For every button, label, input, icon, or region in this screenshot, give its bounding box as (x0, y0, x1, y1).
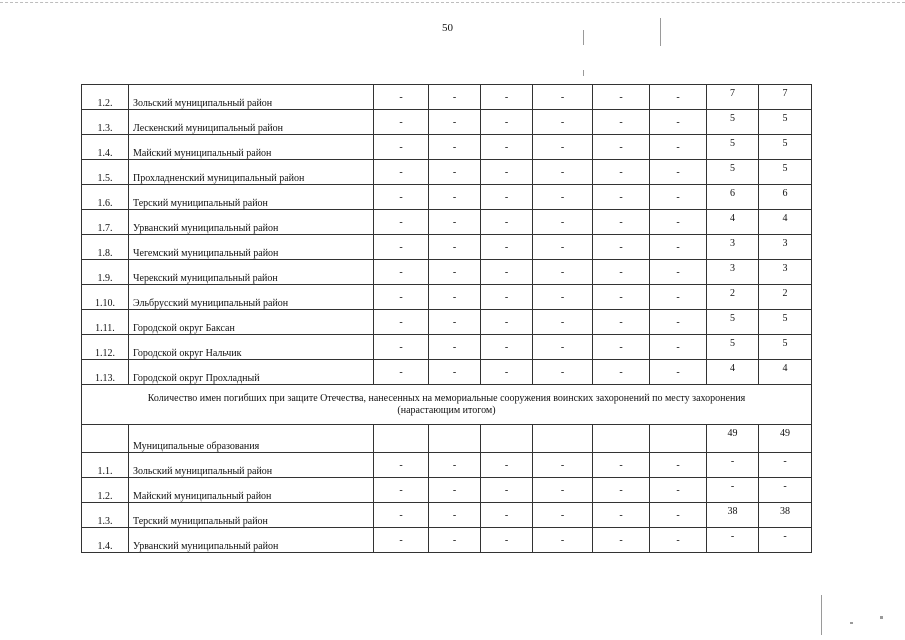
dash-cell: - (481, 453, 533, 478)
table-row (82, 260, 812, 285)
section-title-line2: (нарастающим итогом) (397, 404, 496, 416)
summary-empty-cell (533, 425, 593, 453)
row-name: Городской округ Прохладный (129, 360, 374, 385)
dash-cell: - (481, 160, 533, 185)
summary-value: 49 (759, 425, 812, 453)
dash-cell: - (593, 185, 650, 210)
dash-cell: - (650, 503, 707, 528)
dash-cell: - (593, 260, 650, 285)
dash-cell: - (533, 360, 593, 385)
row-value: 2 (759, 285, 812, 310)
row-number: 1.11. (82, 310, 129, 335)
row-number: 1.7. (82, 210, 129, 235)
row-value: - (707, 528, 759, 553)
table-row (82, 285, 812, 310)
row-number: 1.8. (82, 235, 129, 260)
row-name: Городской округ Баксан (129, 310, 374, 335)
dash-cell: - (374, 478, 429, 503)
report-table (81, 84, 812, 553)
row-name: Черекский муниципальный район (129, 260, 374, 285)
row-value: 38 (707, 503, 759, 528)
dash-cell: - (533, 310, 593, 335)
row-value: 4 (707, 210, 759, 235)
row-name: Урванский муниципальный район (129, 210, 374, 235)
dash-cell: - (429, 478, 481, 503)
row-value: 5 (759, 135, 812, 160)
dash-cell: - (533, 235, 593, 260)
dash-cell: - (650, 85, 707, 110)
row-name: Терский муниципальный район (129, 503, 374, 528)
scan-edge-top (0, 2, 905, 4)
table-row (82, 503, 812, 528)
row-value: 5 (759, 310, 812, 335)
dash-cell: - (533, 335, 593, 360)
table-row (82, 110, 812, 135)
row-value: 5 (707, 135, 759, 160)
dash-cell: - (481, 360, 533, 385)
table-section (82, 385, 812, 453)
dash-cell: - (593, 335, 650, 360)
row-number: 1.3. (82, 503, 129, 528)
dash-cell: - (429, 528, 481, 553)
dash-cell: - (374, 260, 429, 285)
dash-cell: - (429, 360, 481, 385)
row-value: - (759, 528, 812, 553)
scan-mark (583, 30, 584, 45)
row-name: Майский муниципальный район (129, 135, 374, 160)
summary-empty-cell (429, 425, 481, 453)
table-row (82, 453, 812, 478)
dash-cell: - (374, 453, 429, 478)
summary-empty-cell (481, 425, 533, 453)
dash-cell: - (533, 210, 593, 235)
dash-cell: - (429, 110, 481, 135)
row-value: 5 (759, 335, 812, 360)
dash-cell: - (481, 110, 533, 135)
summary-empty-cell (650, 425, 707, 453)
table-body-bottom (82, 453, 812, 553)
table-row (82, 85, 812, 110)
row-value: - (707, 478, 759, 503)
dash-cell: - (650, 135, 707, 160)
table-row (82, 528, 812, 553)
row-value: 2 (707, 285, 759, 310)
dash-cell: - (481, 135, 533, 160)
dash-cell: - (593, 453, 650, 478)
row-value: 7 (707, 85, 759, 110)
row-value: 3 (759, 260, 812, 285)
scan-mark (850, 622, 853, 624)
table-row (82, 310, 812, 335)
row-value: 4 (759, 360, 812, 385)
row-number: 1.2. (82, 85, 129, 110)
dash-cell: - (481, 335, 533, 360)
row-value: 3 (759, 235, 812, 260)
row-number: 1.3. (82, 110, 129, 135)
summary-value: 49 (707, 425, 759, 453)
dash-cell: - (593, 528, 650, 553)
table-row (82, 185, 812, 210)
dash-cell: - (481, 185, 533, 210)
row-value: 7 (759, 85, 812, 110)
dash-cell: - (374, 85, 429, 110)
row-value: 5 (759, 110, 812, 135)
dash-cell: - (374, 285, 429, 310)
table-row (82, 135, 812, 160)
row-value: - (707, 453, 759, 478)
row-value: 38 (759, 503, 812, 528)
dash-cell: - (429, 310, 481, 335)
table-row (82, 235, 812, 260)
dash-cell: - (481, 310, 533, 335)
row-name: Лескенский муниципальный район (129, 110, 374, 135)
dash-cell: - (429, 85, 481, 110)
row-number: 1.12. (82, 335, 129, 360)
dash-cell: - (429, 135, 481, 160)
dash-cell: - (650, 335, 707, 360)
row-value: 4 (759, 210, 812, 235)
dash-cell: - (429, 185, 481, 210)
row-value: 5 (759, 160, 812, 185)
table-row (82, 210, 812, 235)
dash-cell: - (593, 85, 650, 110)
dash-cell: - (533, 260, 593, 285)
dash-cell: - (533, 528, 593, 553)
row-name: Городской округ Нальчик (129, 335, 374, 360)
dash-cell: - (481, 260, 533, 285)
row-number: 1.10. (82, 285, 129, 310)
row-value: 4 (707, 360, 759, 385)
dash-cell: - (533, 503, 593, 528)
dash-cell: - (650, 360, 707, 385)
dash-cell: - (533, 160, 593, 185)
dash-cell: - (429, 210, 481, 235)
row-value: 5 (707, 160, 759, 185)
dash-cell: - (533, 135, 593, 160)
row-value: 6 (707, 185, 759, 210)
dash-cell: - (650, 453, 707, 478)
section-header-row (82, 385, 812, 425)
dash-cell: - (650, 285, 707, 310)
dash-cell: - (481, 478, 533, 503)
dash-cell: - (429, 235, 481, 260)
row-name: Зольский муниципальный район (129, 453, 374, 478)
dash-cell: - (374, 185, 429, 210)
dash-cell: - (374, 503, 429, 528)
dash-cell: - (593, 235, 650, 260)
table-row (82, 360, 812, 385)
dash-cell: - (593, 478, 650, 503)
row-value: - (759, 453, 812, 478)
table-body-top (82, 85, 812, 385)
dash-cell: - (374, 160, 429, 185)
table-row (82, 160, 812, 185)
dash-cell: - (374, 210, 429, 235)
dash-cell: - (593, 285, 650, 310)
dash-cell: - (650, 478, 707, 503)
dash-cell: - (374, 235, 429, 260)
dash-cell: - (481, 503, 533, 528)
dash-cell: - (650, 310, 707, 335)
dash-cell: - (374, 135, 429, 160)
dash-cell: - (533, 110, 593, 135)
dash-cell: - (650, 528, 707, 553)
dash-cell: - (533, 85, 593, 110)
row-number: 1.9. (82, 260, 129, 285)
scan-mark (583, 70, 584, 76)
section-title-line1: Количество имен погибших при защите Отечества, нанесенных на мемориальные сооружения воинских захоронений по месту захоронения (147, 393, 746, 404)
dash-cell: - (650, 235, 707, 260)
row-value: 5 (707, 310, 759, 335)
row-name: Чегемский муниципальный район (129, 235, 374, 260)
dash-cell: - (593, 360, 650, 385)
dash-cell: - (650, 260, 707, 285)
dash-cell: - (593, 310, 650, 335)
scan-mark (821, 595, 822, 635)
dash-cell: - (533, 453, 593, 478)
dash-cell: - (374, 310, 429, 335)
dash-cell: - (481, 235, 533, 260)
dash-cell: - (481, 285, 533, 310)
row-number: 1.13. (82, 360, 129, 385)
dash-cell: - (650, 185, 707, 210)
dash-cell: - (429, 285, 481, 310)
row-name: Зольский муниципальный район (129, 85, 374, 110)
dash-cell: - (374, 335, 429, 360)
dash-cell: - (374, 110, 429, 135)
page-number: 50 (442, 22, 453, 34)
row-name: Эльбрусский муниципальный район (129, 285, 374, 310)
dash-cell: - (593, 135, 650, 160)
row-name: Майский муниципальный район (129, 478, 374, 503)
dash-cell: - (533, 478, 593, 503)
row-name: Прохладненский муниципальный район (129, 160, 374, 185)
summary-num-cell (82, 425, 129, 453)
row-value: 3 (707, 235, 759, 260)
dash-cell: - (429, 453, 481, 478)
row-number: 1.4. (82, 528, 129, 553)
scan-mark (880, 616, 883, 619)
dash-cell: - (481, 210, 533, 235)
summary-empty-cell (593, 425, 650, 453)
dash-cell: - (593, 503, 650, 528)
dash-cell: - (533, 185, 593, 210)
dash-cell: - (650, 210, 707, 235)
row-value: - (759, 478, 812, 503)
row-value: 5 (707, 335, 759, 360)
row-number: 1.6. (82, 185, 129, 210)
row-value: 6 (759, 185, 812, 210)
row-name: Урванский муниципальный район (129, 528, 374, 553)
row-number: 1.4. (82, 135, 129, 160)
dash-cell: - (481, 85, 533, 110)
summary-name: Муниципальные образования (129, 425, 374, 453)
dash-cell: - (593, 110, 650, 135)
dash-cell: - (533, 285, 593, 310)
dash-cell: - (429, 260, 481, 285)
dash-cell: - (481, 528, 533, 553)
dash-cell: - (593, 210, 650, 235)
summary-empty-cell (374, 425, 429, 453)
row-value: 3 (707, 260, 759, 285)
row-number: 1.1. (82, 453, 129, 478)
row-number: 1.2. (82, 478, 129, 503)
dash-cell: - (429, 503, 481, 528)
table-row (82, 335, 812, 360)
row-number: 1.5. (82, 160, 129, 185)
dash-cell: - (593, 160, 650, 185)
dash-cell: - (374, 360, 429, 385)
section-title (82, 385, 812, 425)
row-value: 5 (707, 110, 759, 135)
summary-row (82, 425, 812, 453)
scan-mark (660, 18, 661, 46)
dash-cell: - (374, 528, 429, 553)
dash-cell: - (650, 110, 707, 135)
dash-cell: - (650, 160, 707, 185)
row-name: Терский муниципальный район (129, 185, 374, 210)
dash-cell: - (429, 160, 481, 185)
dash-cell: - (429, 335, 481, 360)
table-row (82, 478, 812, 503)
